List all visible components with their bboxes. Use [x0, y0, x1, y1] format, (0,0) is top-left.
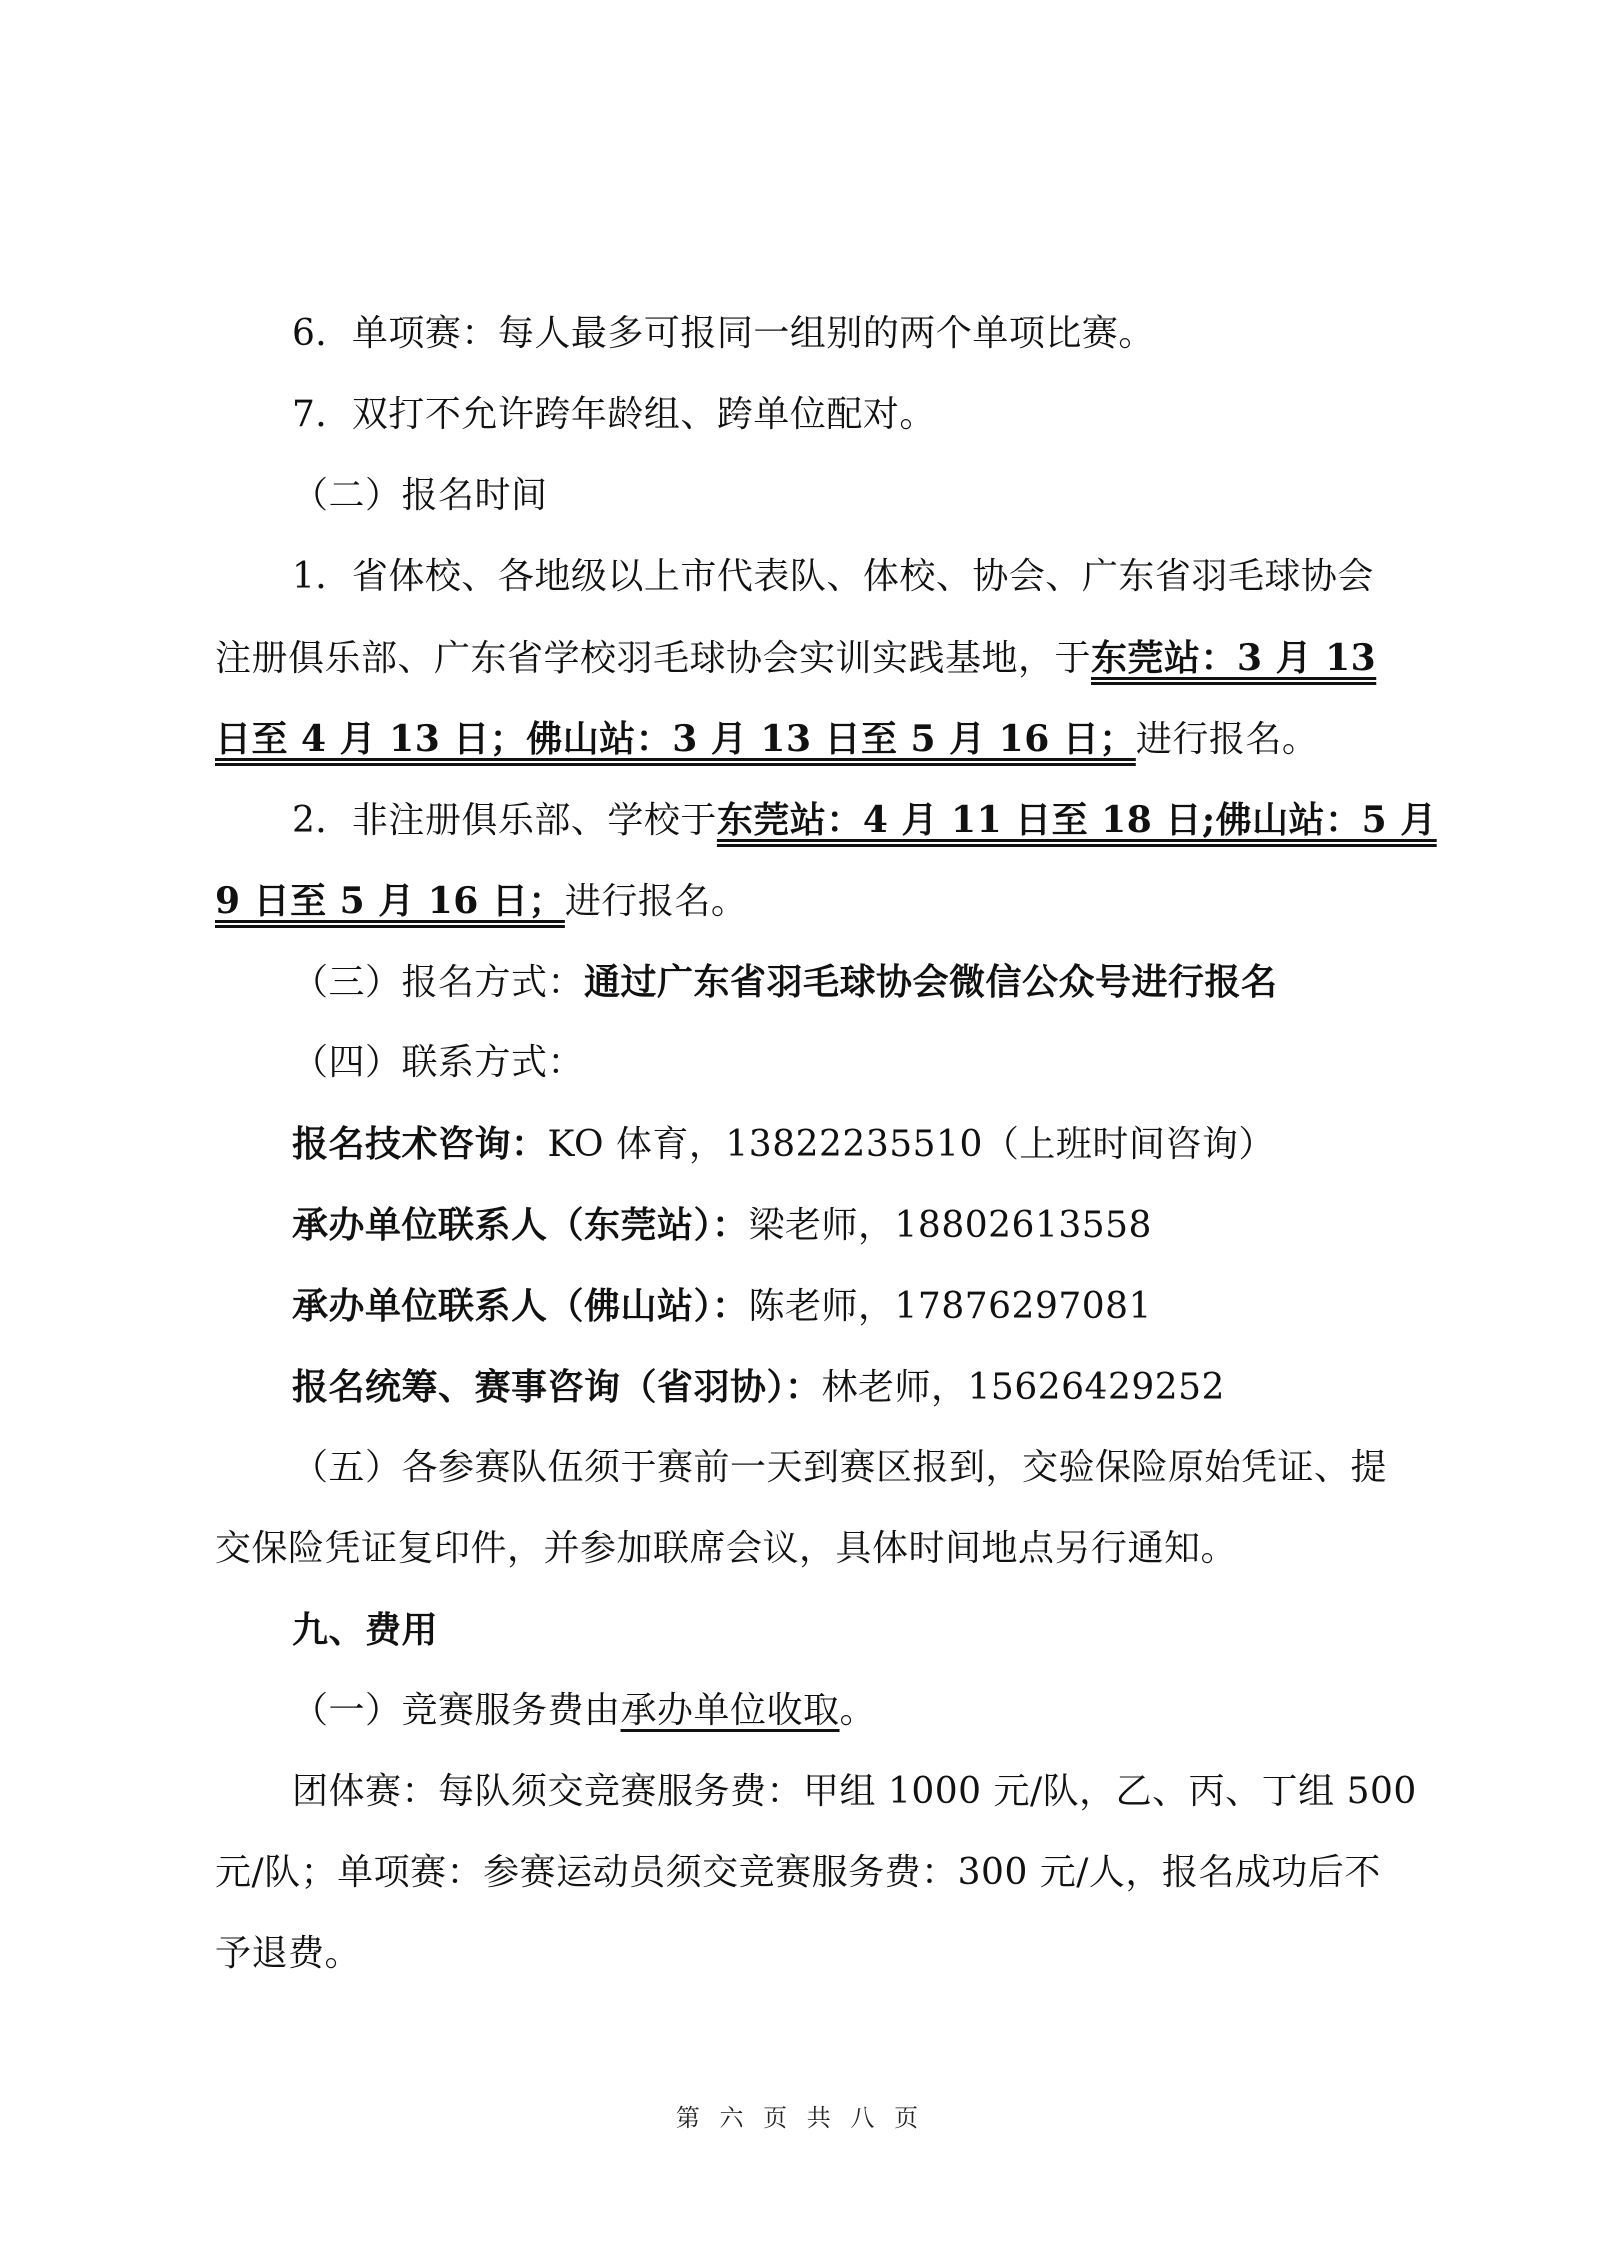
- contact-value: 陈老师，17876297081: [748, 1286, 1152, 1327]
- contact-label: 承办单位联系人（佛山站）：: [292, 1285, 749, 1327]
- registration-item-2-line-2: [215, 877, 1415, 926]
- contact-label: 报名技术咨询：: [292, 1123, 548, 1165]
- registration-item-1-line-2: [215, 634, 1415, 683]
- contact-value: 梁老师，18802613558: [748, 1205, 1152, 1246]
- section-2-heading: （二）报名时间: [292, 475, 548, 516]
- fee-item-1: [292, 1687, 1492, 1735]
- fee-detail-line-2: 元/队；单项赛：参赛运动员须交竞赛服务费：300 元/人，报名成功后不: [215, 1852, 1381, 1893]
- contact-value: 林老师，15626429252: [821, 1367, 1225, 1408]
- foshan-dates-2: 9 日至 5 月 16 日；: [215, 880, 565, 922]
- contact-dongguan: [292, 1201, 1492, 1250]
- text: 进行报名。: [1135, 719, 1319, 760]
- registration-method: 通过广东省羽毛球协会微信公众号进行报名: [584, 961, 1278, 1003]
- dongguan-dates: 东莞站：3 月 13: [1091, 637, 1377, 679]
- text: 。: [839, 1690, 877, 1731]
- foshan-dates: 日至 4 月 13 日；佛山站：3 月 13 日至 5 月 16 日；: [215, 718, 1136, 760]
- contact-label: 承办单位联系人（东莞站）：: [292, 1204, 749, 1246]
- text: 2．非注册俱乐部、学校于: [292, 800, 717, 841]
- section-3: [292, 958, 1492, 1007]
- registration-item-1-line-1: 1．省体校、各地级以上市代表队、体校、协会、广东省羽毛球协会: [292, 556, 1374, 597]
- fee-detail-line-3: 予退费。: [215, 1933, 362, 1974]
- section-5-line-2: 交保险凭证复印件，并参加联席会议，具体时间地点另行通知。: [215, 1528, 1238, 1569]
- contact-foshan: [292, 1282, 1492, 1331]
- registration-item-2-line-1: [292, 796, 1492, 845]
- contact-value: KO 体育，13822235510（上班时间咨询）: [547, 1124, 1275, 1165]
- text: （一）竞赛服务费由: [292, 1690, 621, 1731]
- contact-association: [292, 1363, 1492, 1412]
- contact-label: 报名统筹、赛事咨询（省羽协）：: [292, 1366, 822, 1408]
- registration-item-1-line-3: [215, 715, 1415, 764]
- section-5-line-1: （五）各参赛队伍须于赛前一天到赛区报到，交验保险原始凭证、提: [292, 1447, 1388, 1488]
- dongguan-dates-2: 东莞站：4 月 11 日至 18 日;佛山站：5 月: [716, 799, 1437, 841]
- page-footer: 第 六 页 共 八 页: [675, 2104, 925, 2132]
- item-6: 6．单项赛：每人最多可报同一组别的两个单项比赛。: [292, 313, 1155, 354]
- text: （三）报名方式：: [292, 962, 585, 1003]
- item-7: 7．双打不允许跨年龄组、跨单位配对。: [292, 394, 936, 435]
- heading-fees: 九、费用: [292, 1609, 439, 1651]
- text: 注册俱乐部、广东省学校羽毛球协会实训实践基地，于: [215, 638, 1092, 679]
- text: 进行报名。: [564, 881, 748, 922]
- contact-tech: [292, 1120, 1492, 1169]
- fee-detail-line-1: 团体赛：每队须交竞赛服务费：甲组 1000 元/队，乙、丙、丁组 500: [292, 1771, 1417, 1812]
- section-4-heading: （四）联系方式：: [292, 1042, 585, 1083]
- organizer-collects: 承办单位收取: [620, 1690, 840, 1731]
